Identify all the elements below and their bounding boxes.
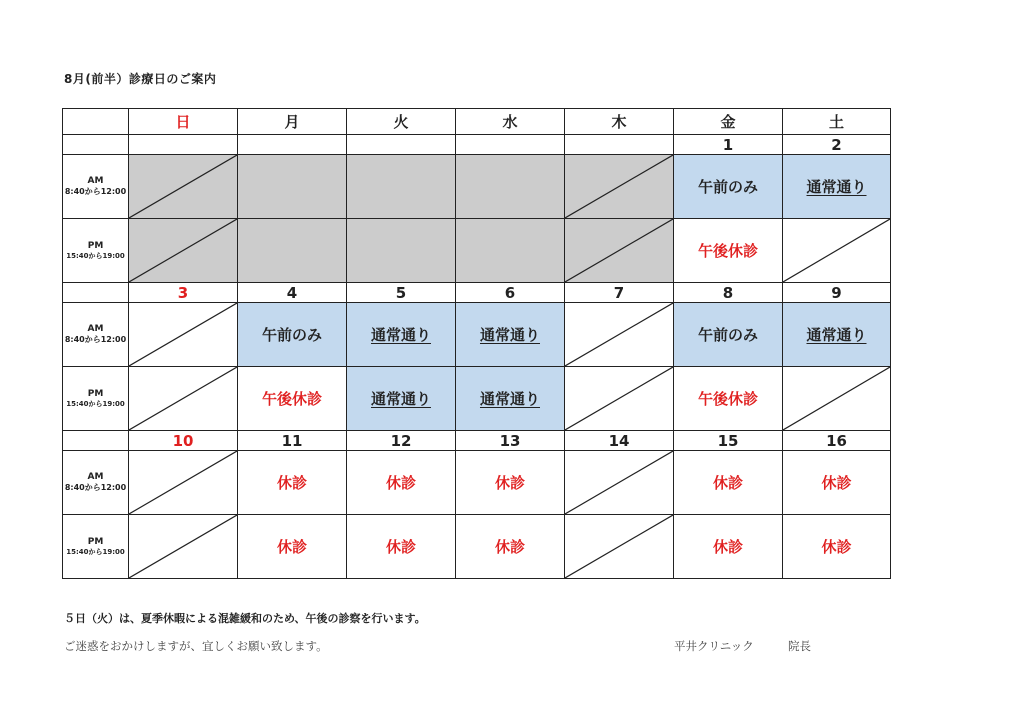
- pm-time-range: 15:40から19:00: [66, 399, 125, 408]
- status-closed: 休診: [385, 538, 416, 556]
- pm-row: [63, 367, 891, 431]
- corner-cell: [63, 109, 129, 135]
- date-cell: [347, 135, 456, 155]
- am-row: [63, 451, 891, 515]
- diagonal-slash-icon: [783, 219, 890, 282]
- am-label: AM: [87, 323, 104, 334]
- pm-row: [63, 515, 891, 579]
- diagonal-slash-icon: [129, 451, 237, 514]
- date-cell: [565, 135, 674, 155]
- diagonal-slash-icon: [565, 303, 673, 366]
- session-cell: [456, 367, 565, 431]
- empty-shaded-cell: [565, 155, 674, 219]
- schedule-table: [62, 108, 891, 579]
- status-closed: 休診: [494, 538, 525, 556]
- director-title: 院長: [788, 639, 811, 653]
- status-closed: 休診: [494, 474, 525, 492]
- date-cell: 12: [347, 431, 456, 451]
- session-cell: [456, 515, 565, 579]
- session-cell: [783, 303, 891, 367]
- date-row: [63, 283, 891, 303]
- status-regular: 通常通り: [479, 390, 540, 408]
- empty-shaded-cell: [129, 219, 238, 283]
- date-cell: [129, 135, 238, 155]
- date-cell: 3: [129, 283, 238, 303]
- status-pm-closed: 午後休診: [697, 390, 758, 408]
- no-session-cell: [129, 515, 238, 579]
- empty-shaded-cell: [456, 219, 565, 283]
- status-regular: 通常通り: [370, 390, 431, 408]
- am-row: [63, 303, 891, 367]
- empty-shaded-cell: [456, 155, 565, 219]
- empty-shaded-cell: [347, 155, 456, 219]
- status-closed: 休診: [276, 538, 307, 556]
- diagonal-slash-icon: [129, 303, 237, 366]
- date-row-label-cell: [63, 135, 129, 155]
- pm-label: PM: [87, 388, 104, 399]
- pm-label-cell: [63, 219, 129, 283]
- apology-note: ご迷惑をおかけしますが、宜しくお願い致します。: [64, 639, 328, 653]
- status-am-only: 午前のみ: [261, 326, 322, 344]
- weekday-header-row: [63, 109, 891, 135]
- no-session-cell: [565, 515, 674, 579]
- page-title: 8月(前半）診療日のご案内: [64, 72, 217, 86]
- weekday-saturday: 土: [783, 109, 891, 135]
- date-cell: [238, 135, 347, 155]
- session-cell: [674, 303, 783, 367]
- am-label: AM: [87, 471, 104, 482]
- diagonal-slash-icon: [783, 367, 890, 430]
- no-session-cell: [783, 219, 891, 283]
- no-session-cell: [565, 451, 674, 515]
- weekday-thursday: 木: [565, 109, 674, 135]
- status-regular: 通常通り: [806, 326, 867, 344]
- diagonal-slash-icon: [565, 155, 673, 218]
- status-regular: 通常通り: [479, 326, 540, 344]
- special-note: ５日（火）は、夏季休暇による混雑緩和のため、午後の診察を行います。: [64, 612, 426, 625]
- diagonal-slash-icon: [129, 515, 237, 578]
- no-session-cell: [783, 367, 891, 431]
- session-cell: [238, 303, 347, 367]
- session-cell: [347, 515, 456, 579]
- date-cell: 8: [674, 283, 783, 303]
- date-cell: 9: [783, 283, 891, 303]
- date-cell: 15: [674, 431, 783, 451]
- date-row: [63, 135, 891, 155]
- status-pm-closed: 午後休診: [261, 390, 322, 408]
- date-row: [63, 431, 891, 451]
- session-cell: [783, 155, 891, 219]
- date-cell: 11: [238, 431, 347, 451]
- date-cell: 10: [129, 431, 238, 451]
- date-cell: 2: [783, 135, 891, 155]
- status-am-only: 午前のみ: [697, 178, 758, 196]
- date-cell: 13: [456, 431, 565, 451]
- session-cell: [674, 515, 783, 579]
- am-label-cell: [63, 451, 129, 515]
- pm-time-range: 15:40から19:00: [66, 547, 125, 556]
- pm-label-cell: [63, 515, 129, 579]
- session-cell: [783, 515, 891, 579]
- empty-shaded-cell: [565, 219, 674, 283]
- no-session-cell: [129, 367, 238, 431]
- status-closed: 休診: [385, 474, 416, 492]
- pm-label: PM: [87, 240, 104, 251]
- pm-label: PM: [87, 536, 104, 547]
- status-regular: 通常通り: [370, 326, 431, 344]
- no-session-cell: [129, 303, 238, 367]
- date-cell: 4: [238, 283, 347, 303]
- am-label: AM: [87, 175, 104, 186]
- status-closed: 休診: [821, 538, 852, 556]
- weekday-wednesday: 水: [456, 109, 565, 135]
- session-cell: [783, 451, 891, 515]
- date-cell: 16: [783, 431, 891, 451]
- diagonal-slash-icon: [565, 451, 673, 514]
- date-cell: 7: [565, 283, 674, 303]
- session-cell: [674, 219, 783, 283]
- pm-row: [63, 219, 891, 283]
- session-cell: [238, 451, 347, 515]
- session-cell: [347, 367, 456, 431]
- session-cell: [238, 367, 347, 431]
- session-cell: [674, 155, 783, 219]
- diagonal-slash-icon: [129, 155, 237, 218]
- diagonal-slash-icon: [129, 367, 237, 430]
- session-cell: [347, 451, 456, 515]
- no-session-cell: [565, 303, 674, 367]
- weekday-tuesday: 火: [347, 109, 456, 135]
- diagonal-slash-icon: [129, 219, 237, 282]
- am-time-range: 8:40から12:00: [64, 187, 127, 197]
- status-pm-closed: 午後休診: [697, 242, 758, 260]
- date-cell: [456, 135, 565, 155]
- session-cell: [674, 367, 783, 431]
- pm-label-cell: [63, 367, 129, 431]
- empty-shaded-cell: [129, 155, 238, 219]
- date-row-label-cell: [63, 283, 129, 303]
- date-cell: 14: [565, 431, 674, 451]
- diagonal-slash-icon: [565, 367, 673, 430]
- status-regular: 通常通り: [806, 178, 867, 196]
- no-session-cell: [129, 451, 238, 515]
- status-closed: 休診: [712, 538, 743, 556]
- am-label-cell: [63, 303, 129, 367]
- session-cell: [456, 303, 565, 367]
- pm-time-range: 15:40から19:00: [66, 251, 125, 260]
- no-session-cell: [565, 367, 674, 431]
- weekday-monday: 月: [238, 109, 347, 135]
- session-cell: [456, 451, 565, 515]
- empty-shaded-cell: [238, 155, 347, 219]
- diagonal-slash-icon: [565, 219, 673, 282]
- weekday-friday: 金: [674, 109, 783, 135]
- clinic-name: 平井クリニック: [674, 639, 754, 653]
- session-cell: [238, 515, 347, 579]
- status-closed: 休診: [821, 474, 852, 492]
- status-closed: 休診: [712, 474, 743, 492]
- am-row: [63, 155, 891, 219]
- am-label-cell: [63, 155, 129, 219]
- date-cell: 5: [347, 283, 456, 303]
- empty-shaded-cell: [238, 219, 347, 283]
- date-cell: 6: [456, 283, 565, 303]
- status-am-only: 午前のみ: [697, 326, 758, 344]
- date-cell: 1: [674, 135, 783, 155]
- empty-shaded-cell: [347, 219, 456, 283]
- am-time-range: 8:40から12:00: [64, 335, 127, 345]
- diagonal-slash-icon: [565, 515, 673, 578]
- status-closed: 休診: [276, 474, 307, 492]
- date-row-label-cell: [63, 431, 129, 451]
- session-cell: [347, 303, 456, 367]
- am-time-range: 8:40から12:00: [64, 483, 127, 493]
- session-cell: [674, 451, 783, 515]
- weekday-sunday: 日: [129, 109, 238, 135]
